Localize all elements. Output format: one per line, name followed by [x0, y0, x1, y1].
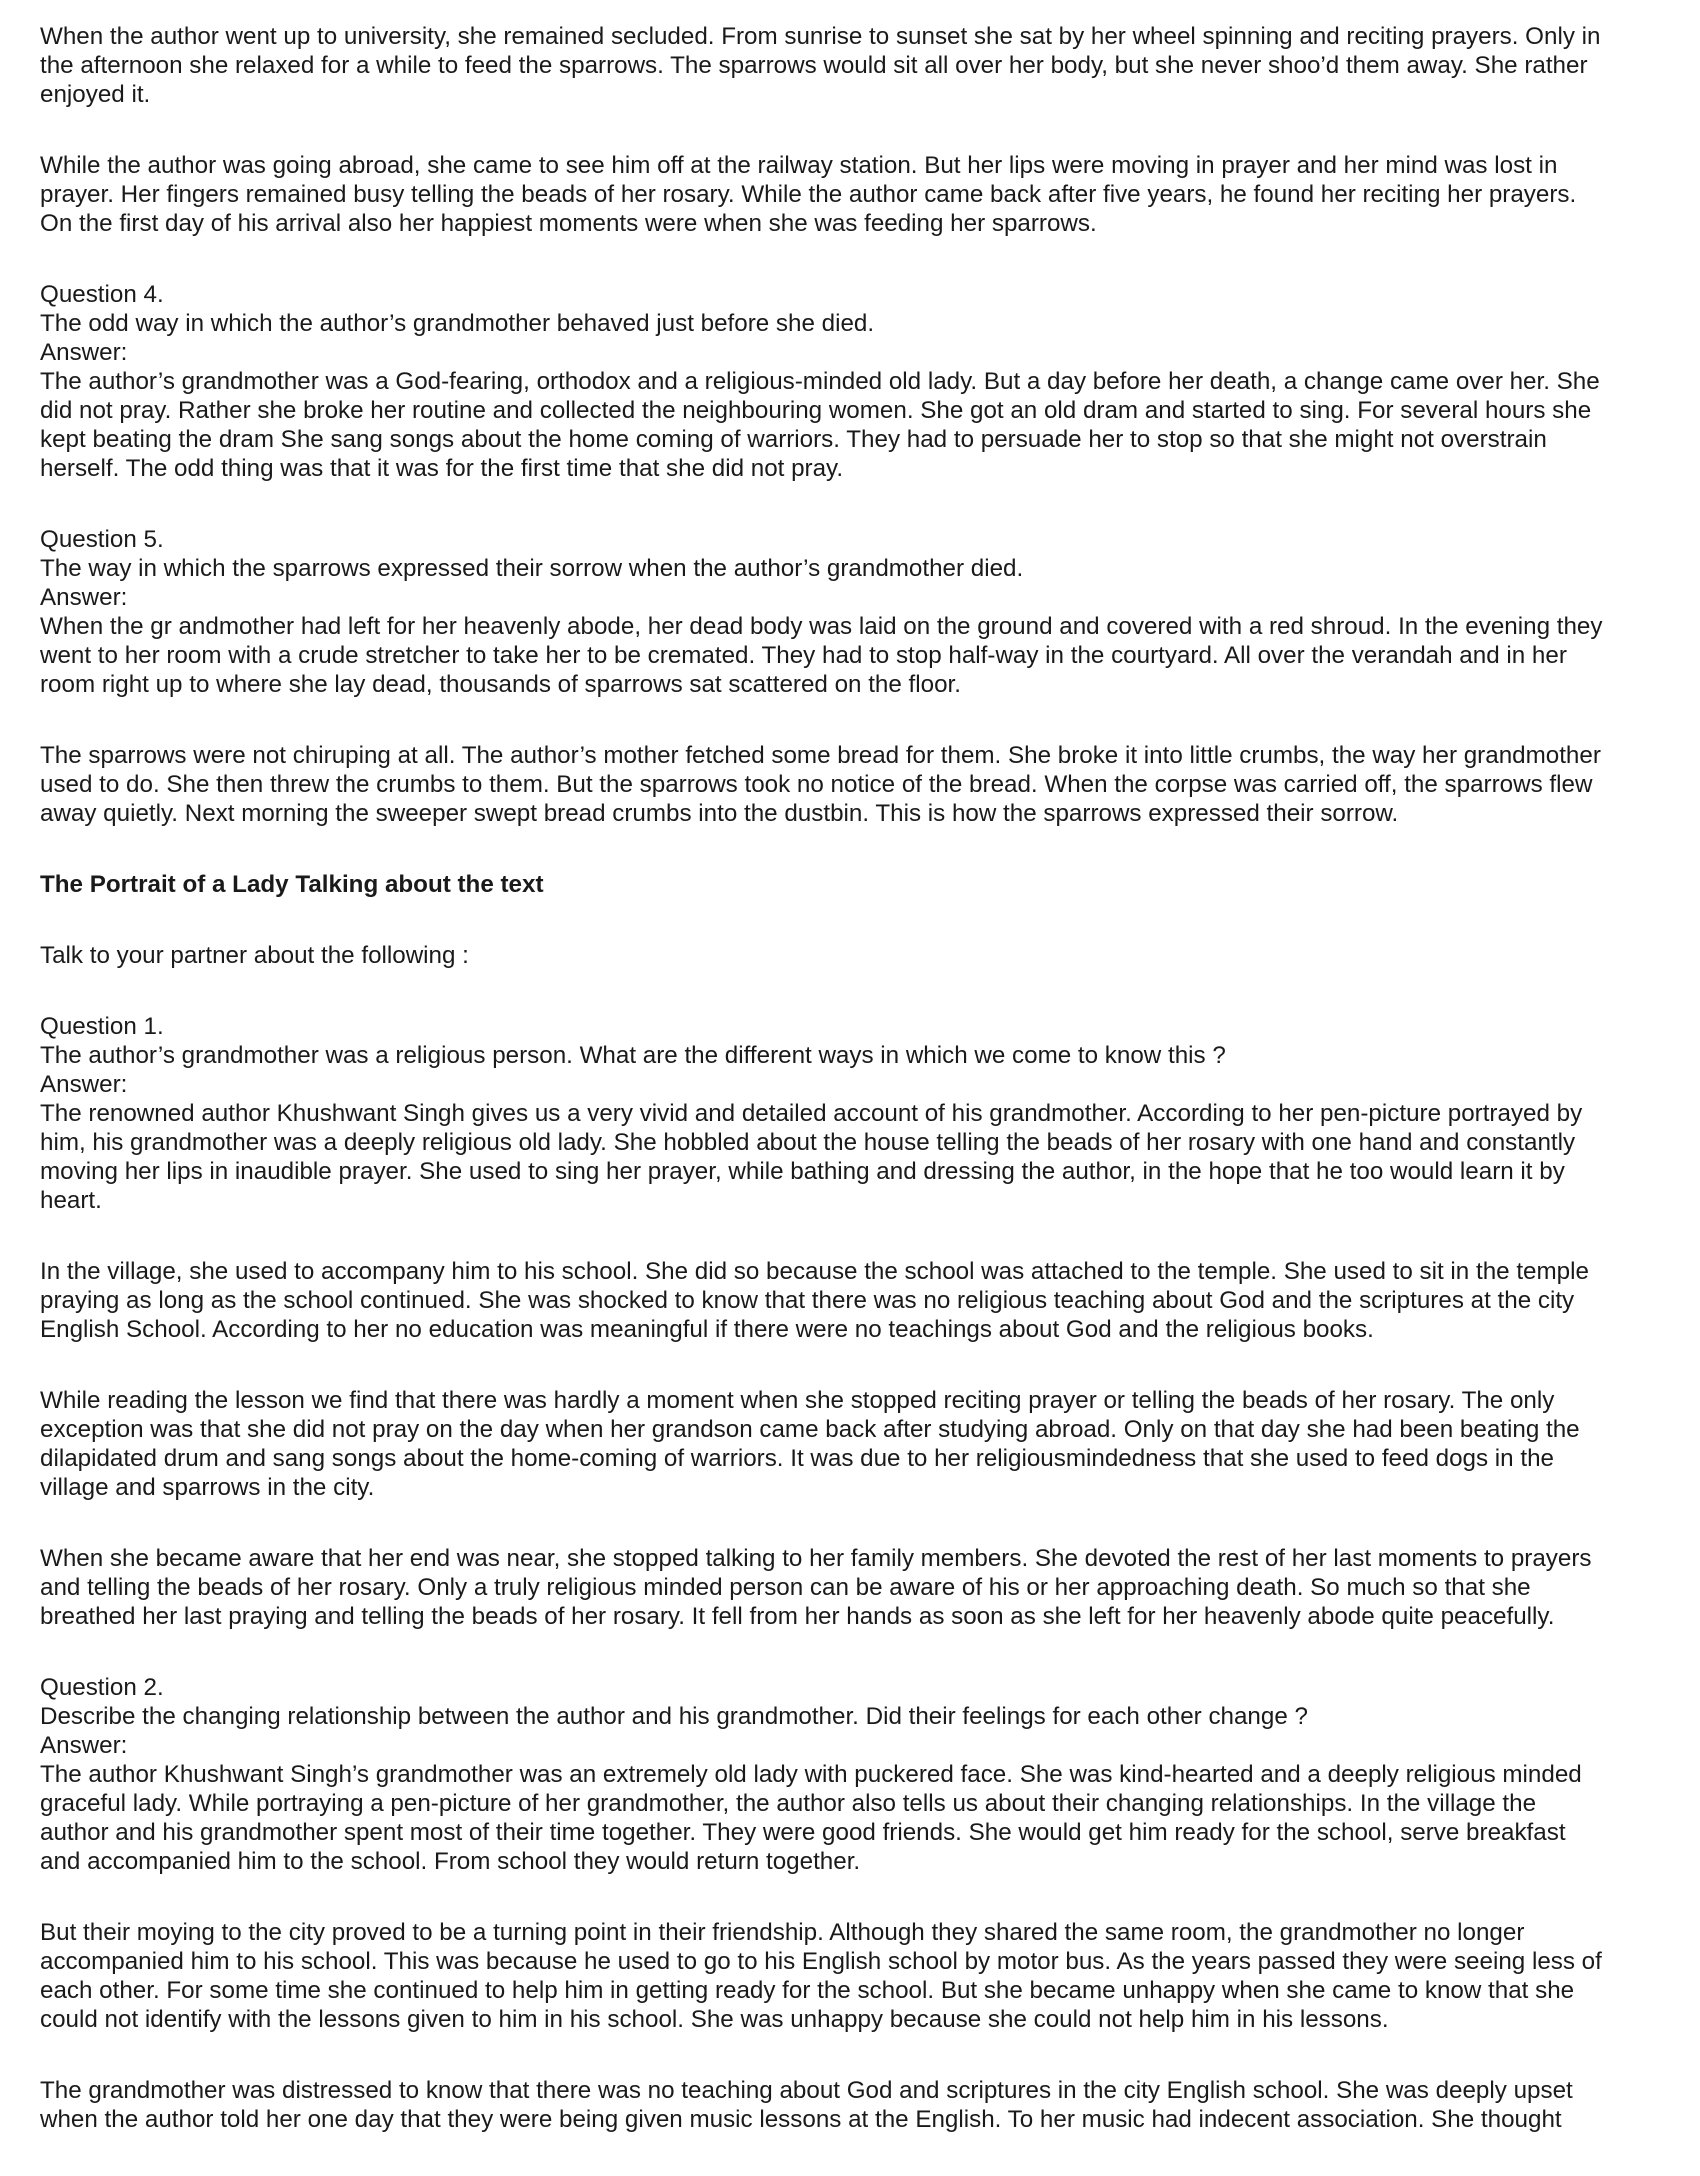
- document-page: [40, 22, 1676, 2176]
- text-line: could not identify with the lessons given to him in his school. She was unhappy because she could not help him in his lessons.: [40, 2006, 1389, 2033]
- text-line: each other. For some time she continued to help him in getting ready for the school. But she became unhappy when she came to know that she: [40, 1977, 1575, 2004]
- text-line: dilapidated drum and sang songs about the home-coming of warriors. It was due to her religiousmindedness that she used to feed dogs in the: [40, 1445, 1554, 1472]
- paragraph: [40, 1544, 1676, 1631]
- text-line: him, his grandmother was a deeply religious old lady. She hobbled about the house telling the beads of her rosary with one hand and constantly: [40, 1129, 1576, 1156]
- text-line: The grandmother was distressed to know that there was no teaching about God and scriptures in the city English school. She was deeply upset: [40, 2077, 1573, 2104]
- text-line: kept beating the dram She sang songs about the home coming of warriors. They had to persuade her to stop so that she might not overstrain: [40, 426, 1547, 453]
- text-line: While the author was going abroad, she came to see him off at the railway station. But her lips were moving in prayer and her mind was lost in: [40, 152, 1558, 179]
- text-line: exception was that she did not pray on the day when her grandson came back after studying abroad. Only on that day she had been beating the: [40, 1416, 1580, 1443]
- text-line: prayer. Her fingers remained busy telling the beads of her rosary. While the author came back after five years, he found her reciting her prayers.: [40, 181, 1577, 208]
- text-line: The odd way in which the author’s grandmother behaved just before she died.: [40, 310, 875, 337]
- text-line: enjoyed it.: [40, 81, 151, 108]
- text-line: Question 1.: [40, 1013, 164, 1040]
- text-line: Answer:: [40, 339, 128, 366]
- paragraph: [40, 1918, 1676, 2034]
- text-line: Answer:: [40, 1071, 128, 1098]
- text-line: went to her room with a crude stretcher to take her to be cremated. They had to stop half-way in the courtyard. All over the verandah and in her: [40, 642, 1567, 669]
- text-line: author and his grandmother spent most of their time together. They were good friends. She would get him ready for the school, serve breakfast: [40, 1819, 1566, 1846]
- text-line: village and sparrows in the city.: [40, 1474, 375, 1501]
- text-line: Talk to your partner about the following :: [40, 942, 469, 969]
- text-line: On the first day of his arrival also her happiest moments were when she was feeding her sparrows.: [40, 210, 1097, 237]
- paragraph: [40, 280, 1676, 483]
- text-line: But their moying to the city proved to be a turning point in their friendship. Although they shared the same room, the grandmother no longer: [40, 1919, 1525, 1946]
- paragraph: [40, 151, 1676, 238]
- text-line: While reading the lesson we find that there was hardly a moment when she stopped reciting prayer or telling the beads of her rosary. The only: [40, 1387, 1555, 1414]
- text-line: The author’s grandmother was a God-fearing, orthodox and a religious-minded old lady. But a day before her death, a change came over her. She: [40, 368, 1600, 395]
- text-line: The renowned author Khushwant Singh gives us a very vivid and detailed account of his grandmother. According to her pen-picture portrayed by: [40, 1100, 1583, 1127]
- section-heading: [40, 870, 1676, 899]
- text-line: When she became aware that her end was near, she stopped talking to her family members. She devoted the rest of her last moments to prayers: [40, 1545, 1592, 1572]
- text-line: graceful lady. While portraying a pen-picture of her grandmother, the author also tells us about their changing relationships. In the village the: [40, 1790, 1537, 1817]
- paragraph: [40, 941, 1676, 970]
- text-line: Question 4.: [40, 281, 164, 308]
- text-line: The way in which the sparrows expressed their sorrow when the author’s grandmother died.: [40, 555, 1024, 582]
- text-line: room right up to where she lay dead, thousands of sparrows sat scattered on the floor.: [40, 671, 961, 698]
- paragraph: [40, 2076, 1676, 2134]
- paragraph: [40, 22, 1676, 109]
- text-line: When the gr andmother had left for her heavenly abode, her dead body was laid on the ground and covered with a red shroud. In the evening they: [40, 613, 1603, 640]
- text-line: and telling the beads of her rosary. Only a truly religious minded person can be aware of his or her approaching death. So much so that she: [40, 1574, 1531, 1601]
- text-line: herself. The odd thing was that it was for the first time that she did not pray.: [40, 455, 844, 482]
- text-line: Describe the changing relationship between the author and his grandmother. Did their feelings for each other change ?: [40, 1703, 1308, 1730]
- paragraph: [40, 1257, 1676, 1344]
- text-line: When the author went up to university, she remained secluded. From sunrise to sunset she sat by her wheel spinning and reciting prayers. Only in: [40, 23, 1601, 50]
- text-line: The author’s grandmother was a religious person. What are the different ways in which we come to know this ?: [40, 1042, 1226, 1069]
- text-line: used to do. She then threw the crumbs to them. But the sparrows took no notice of the bread. When the corpse was carried off, the sparrows flew: [40, 771, 1593, 798]
- text-line: the afternoon she relaxed for a while to feed the sparrows. The sparrows would sit all over her body, but she never shoo’d them away. She rather: [40, 52, 1588, 79]
- text-line: English School. According to her no education was meaningful if there were no teachings about God and the religious books.: [40, 1316, 1374, 1343]
- text-line: did not pray. Rather she broke her routine and collected the neighbouring women. She got an old dram and started to sing. For several hours she: [40, 397, 1592, 424]
- text-line: when the author told her one day that they were being given music lessons at the English. To her music had indecent association. She thought: [40, 2106, 1562, 2133]
- text-line: heart.: [40, 1187, 102, 1214]
- text-line: The Portrait of a Lady Talking about the text: [40, 871, 544, 898]
- text-line: Question 2.: [40, 1674, 164, 1701]
- text-line: praying as long as the school continued. She was shocked to know that there was no religious teaching about God and the scriptures at the city: [40, 1287, 1575, 1314]
- text-line: The sparrows were not chiruping at all. The author’s mother fetched some bread for them. She broke it into little crumbs, the way her grandmother: [40, 742, 1601, 769]
- text-line: Question 5.: [40, 526, 164, 553]
- paragraph: [40, 1012, 1676, 1215]
- text-line: Answer:: [40, 584, 128, 611]
- text-line: breathed her last praying and telling the beads of her rosary. It fell from her hands as soon as she left for her heavenly abode quite peacefully.: [40, 1603, 1555, 1630]
- paragraph: [40, 525, 1676, 699]
- paragraph: [40, 1673, 1676, 1876]
- text-line: Answer:: [40, 1732, 128, 1759]
- paragraph: [40, 1386, 1676, 1502]
- text-line: In the village, she used to accompany him to his school. She did so because the school was attached to the temple. She used to sit in the temple: [40, 1258, 1589, 1285]
- text-line: away quietly. Next morning the sweeper swept bread crumbs into the dustbin. This is how the sparrows expressed their sorrow.: [40, 800, 1399, 827]
- text-line: accompanied him to his school. This was because he used to go to his English school by motor bus. As the years passed they were seeing less of: [40, 1948, 1602, 1975]
- text-line: The author Khushwant Singh’s grandmother was an extremely old lady with puckered face. She was kind-hearted and a deeply religious minded: [40, 1761, 1582, 1788]
- text-line: moving her lips in inaudible prayer. She used to sing her prayer, while bathing and dressing the author, in the hope that he too would learn it by: [40, 1158, 1565, 1185]
- paragraph: [40, 741, 1676, 828]
- text-line: and accompanied him to the school. From school they would return together.: [40, 1848, 861, 1875]
